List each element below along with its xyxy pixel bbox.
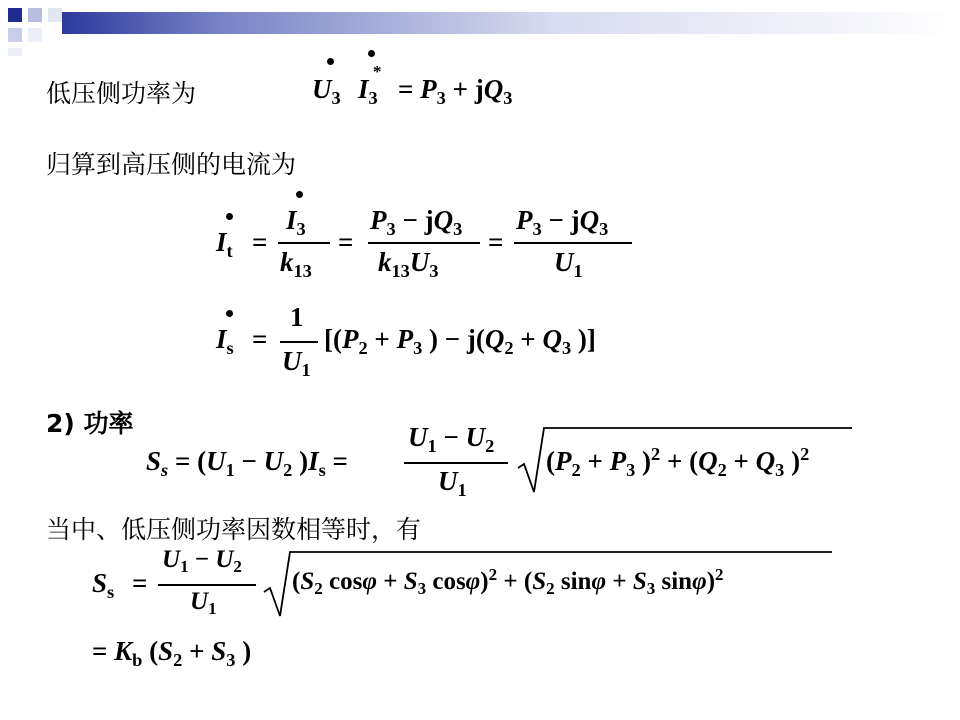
header-square-icon [28,28,42,42]
line1-label: 低压侧功率为 [46,79,197,108]
section-label: 2) 功率 [46,409,134,438]
equation-line1: $U_3$ $I_3$ * = $P_3 + jQ_3$ [300,44,600,114]
header-gradient-bar [62,12,960,34]
current-dot-icon [226,213,233,220]
header-square-icon [8,28,22,42]
header-square-icon [48,8,62,22]
line4-label: 当中、低压侧功率因数相等时，有 [46,515,422,544]
current-dot-icon [296,191,303,198]
current-dot-icon [327,58,334,65]
header-square-icon [8,8,22,22]
equation-ss-expanded: $S_s$ = $U_1 - U_2$ $U_1$ ($S_2$ $\cos\varphi + S_3$ $\cos\varphi)^2 + (S_2$ $\sin\varphi + S_3$ sinφ)$^2$ = $K_b$ ($S_2 + S_3$ ) [92,540,852,680]
header-square-icon [8,48,22,56]
current-dot-icon [226,310,233,317]
line2-label: 归算到高压侧的电流为 [46,150,297,179]
header-square-icon [28,8,42,22]
current-dot-icon [368,50,375,57]
equation-ss: $S_s = (U_1 - U_2$ )$I_s$ = $U_1 - U_2$ $U_1$ ($P_2 + P_3$ )$^2 + (Q_2 + Q_3$ )$^2$ [146,418,856,508]
equation-it: $I_t$ = $I_3$ $k_{13}$ = $P_3 - jQ_3$ $k_{13}U_3$ = $P_3 - jQ_3$ $U_1$ [210,185,650,295]
equation-is: $I_s$ = 1 $U_1$ [($P_2 + P_3$ ) − $j(Q_2 + Q_3$ )] [216,302,596,380]
